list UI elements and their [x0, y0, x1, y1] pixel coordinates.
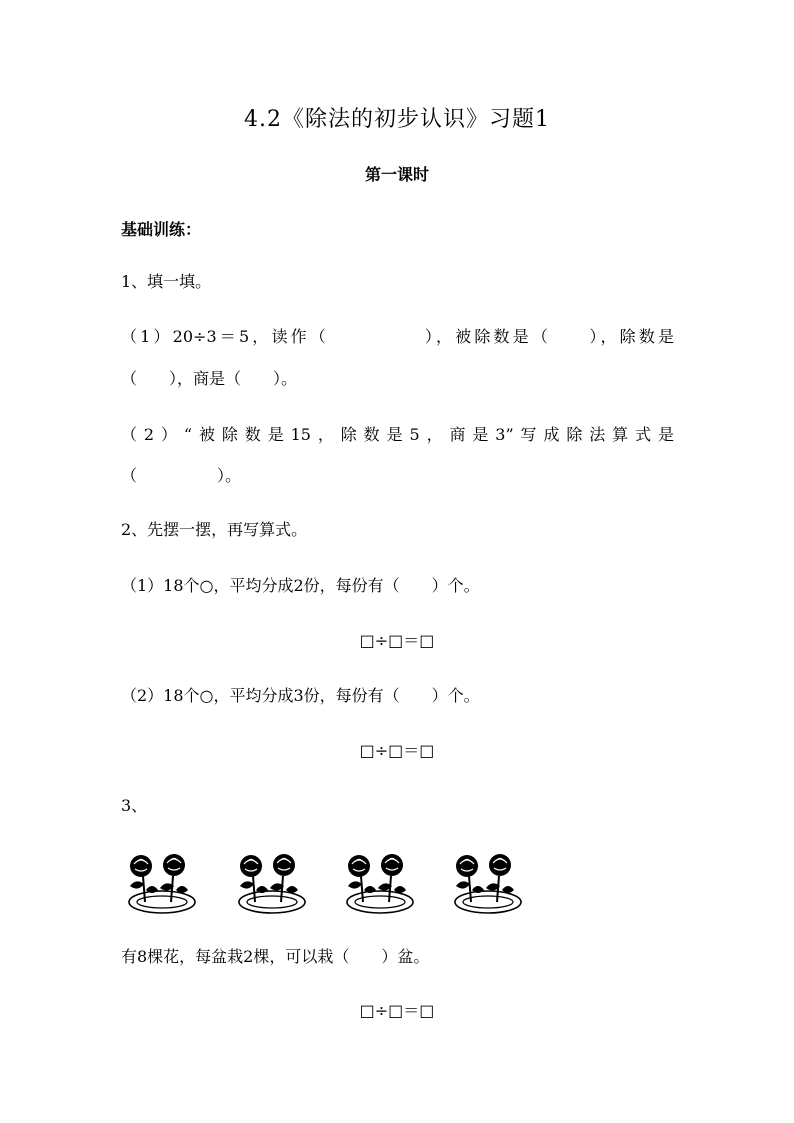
- flower-pot-icon: [450, 852, 524, 918]
- question-1-part-2-line-1: （2）“被除数是15，除数是5，商是3”写成除法算式是: [121, 425, 674, 444]
- question-3-heading: 3、: [121, 796, 148, 815]
- question-2-part-1: （1）18个○，平均分成2份，每份有（ ）个。: [121, 576, 480, 595]
- question-3-text: 有8棵花，每盆栽2棵，可以栽（ ）盆。: [121, 947, 430, 966]
- question-2-part-2-formula: □÷□＝□: [359, 741, 435, 760]
- flower-pot-icon: [234, 852, 308, 918]
- page-title: 4.2《除法的初步认识》习题1: [244, 107, 550, 132]
- flower-pot-icon: [342, 852, 416, 918]
- question-2-heading: 2、先摆一摆，再写算式。: [121, 520, 308, 539]
- question-2-part-2: （2）18个○，平均分成3份，每份有（ ）个。: [121, 686, 480, 705]
- question-1-heading: 1、填一填。: [121, 272, 212, 291]
- flower-pots-illustration: [124, 852, 534, 918]
- question-2-part-1-formula: □÷□＝□: [359, 631, 435, 650]
- lesson-subtitle: 第一课时: [364, 165, 429, 184]
- question-1-part-1-line-2: （ ），商是（ ）。: [121, 369, 298, 388]
- section-heading: 基础训练：: [121, 220, 202, 239]
- question-1-part-1-line-1: （1）20÷3＝5，读作（ ），被除数是（ ），除数是: [121, 327, 674, 346]
- flower-pot-icon: [124, 852, 198, 918]
- question-3-formula: □÷□＝□: [359, 1001, 435, 1020]
- question-1-part-2-line-2: （ ）。: [121, 466, 242, 485]
